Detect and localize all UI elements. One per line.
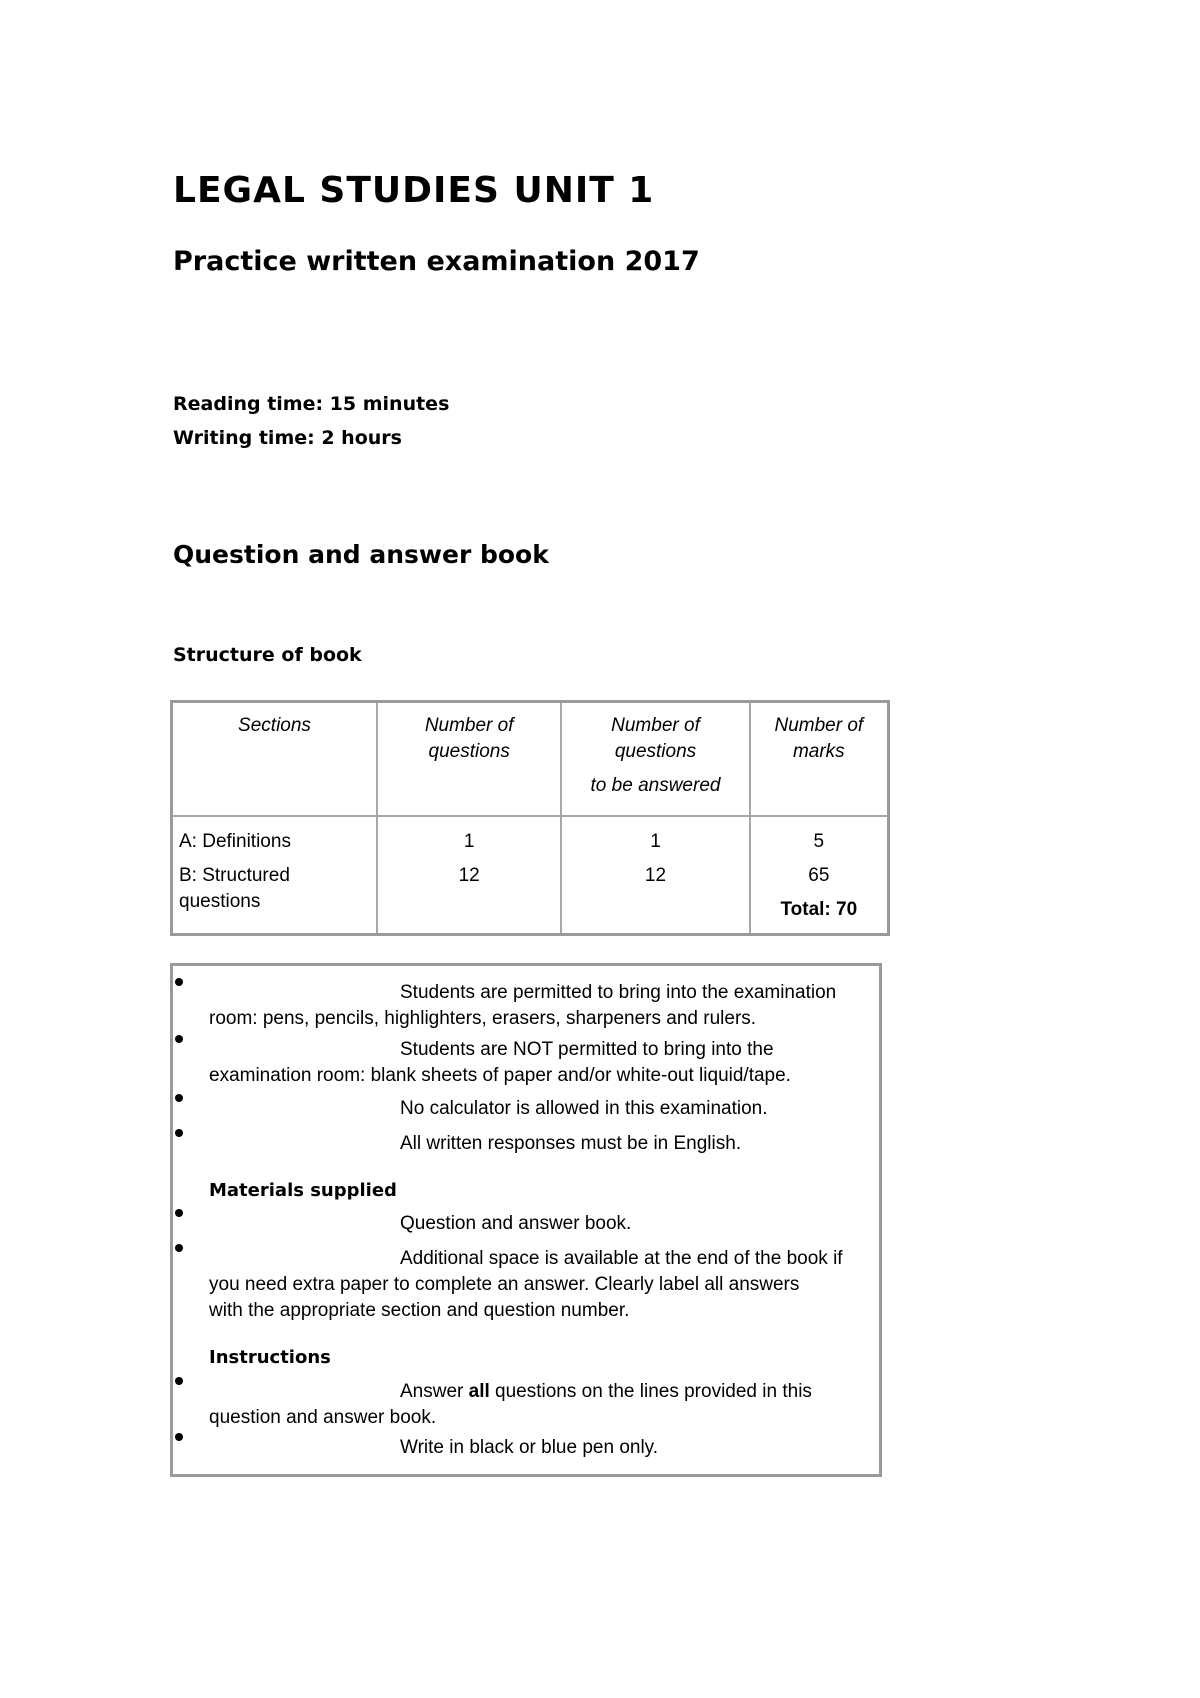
rule-2-line1: Students are NOT permitted to bring into the xyxy=(400,1039,774,1060)
instruction-2: Write in black or blue pen only. xyxy=(400,1437,659,1458)
bullet-icon xyxy=(175,1035,183,1043)
header-questions-to-be-answered xyxy=(561,702,749,817)
questions-cell xyxy=(377,816,561,935)
bullet-icon xyxy=(175,1244,183,1252)
header-sections xyxy=(172,702,377,817)
bullet-icon xyxy=(175,1129,183,1137)
instruction-1-line2: question and answer book. xyxy=(209,1407,437,1428)
exam-subtitle: Practice written examination 2017 xyxy=(173,246,700,277)
rule-3: No calculator is allowed in this examination. xyxy=(400,1098,768,1119)
total-marks: Total: 70 xyxy=(780,899,858,920)
material-2-line3: with the appropriate section and question number. xyxy=(209,1300,630,1321)
sections-cell xyxy=(172,816,377,935)
answered-a: 1 xyxy=(650,831,661,852)
section-b-line2: questions xyxy=(179,891,261,912)
header-marks-line1: Number of xyxy=(774,715,864,736)
table-row xyxy=(172,816,889,935)
instruction-1-bold: all xyxy=(468,1381,490,1402)
header-questions-line1: Number of xyxy=(424,715,514,736)
rule-1-line2: room: pens, pencils, highlighters, erasers, sharpeners and rulers. xyxy=(209,1008,757,1029)
bullet-icon xyxy=(175,1433,183,1441)
answered-b: 12 xyxy=(644,865,667,886)
rule-4: All written responses must be in English. xyxy=(400,1133,742,1154)
instruction-1-after: questions on the lines provided in this xyxy=(489,1381,812,1402)
header-answered-line3: to be answered xyxy=(590,775,721,796)
section-a: A: Definitions xyxy=(179,831,291,852)
instruction-1-line1 xyxy=(400,1381,812,1403)
rule-2-line2: examination room: blank sheets of paper and/or white-out liquid/tape. xyxy=(209,1065,791,1086)
reading-time: Reading time: 15 minutes xyxy=(173,393,450,415)
structure-header-row xyxy=(172,702,889,817)
page-title: LEGAL STUDIES UNIT 1 xyxy=(173,170,655,211)
instruction-1-before: Answer xyxy=(400,1381,469,1402)
material-1: Question and answer book. xyxy=(400,1213,632,1234)
section-b-line1: B: Structured xyxy=(179,865,290,886)
questions-b: 12 xyxy=(458,865,480,886)
marks-cell xyxy=(750,816,889,935)
header-number-of-marks xyxy=(750,702,889,817)
material-2-line1: Additional space is available at the end of the book if xyxy=(400,1248,843,1269)
bullet-icon xyxy=(175,1209,183,1217)
structure-label: Structure of book xyxy=(173,644,362,666)
bullet-icon xyxy=(175,1377,183,1385)
instructions-box xyxy=(170,963,882,1477)
header-answered-line1: Number of xyxy=(611,715,700,736)
header-sections-text: Sections xyxy=(238,715,311,736)
header-marks-line2: marks xyxy=(792,741,845,762)
materials-heading: Materials supplied xyxy=(209,1180,397,1201)
header-questions-line2: questions xyxy=(428,741,510,762)
structure-table xyxy=(170,700,890,936)
header-number-of-questions xyxy=(377,702,561,817)
marks-b: 65 xyxy=(808,865,830,886)
rule-1-line1: Students are permitted to bring into the examination xyxy=(400,982,837,1003)
marks-a: 5 xyxy=(813,831,825,852)
material-2-line2: you need extra paper to complete an answer. Clearly label all answers xyxy=(209,1274,800,1295)
writing-time: Writing time: 2 hours xyxy=(173,427,402,449)
answered-cell xyxy=(561,816,749,935)
bullet-icon xyxy=(175,1094,183,1102)
book-title: Question and answer book xyxy=(173,540,549,569)
instructions-heading: Instructions xyxy=(209,1347,331,1368)
bullet-icon xyxy=(175,978,183,986)
header-answered-line2: questions xyxy=(614,741,697,762)
questions-a: 1 xyxy=(463,831,475,852)
